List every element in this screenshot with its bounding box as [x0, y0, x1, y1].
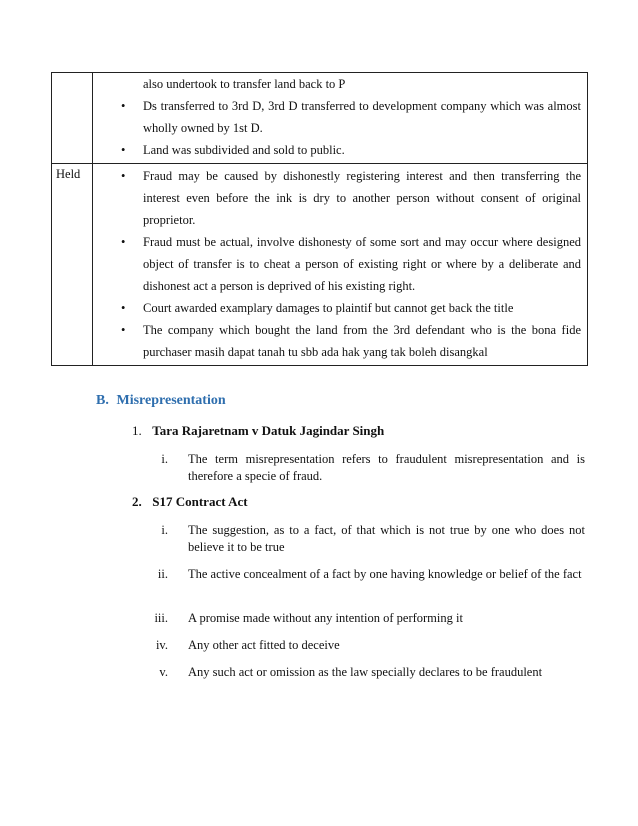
case-heading [132, 423, 384, 439]
held-bullet-item: • Court awarded examplary damages to plaintif but cannot get back the title [99, 297, 581, 319]
statute-number: 2. [132, 494, 142, 509]
bullet-icon: • [121, 323, 126, 337]
bullet-icon: • [121, 301, 126, 315]
held-label: Held [52, 164, 93, 366]
point-numeral: i. [161, 523, 168, 537]
held-bullet-item: • Fraud must be actual, involve dishonesty of some sort and may occur where designed object of transfer is to cheat a person of existing right or where by a deliberate and dishonest act a person is deprived of his existing right. [99, 231, 581, 297]
bullet-icon: • [121, 99, 126, 113]
held-content-cell [93, 164, 588, 366]
point-text: The suggestion, as to a fact, of that which is not true by one who does not believe it to be true [188, 523, 585, 554]
bullet-icon: • [121, 143, 126, 157]
point-text: Any such act or omission as the law specially declares to be fraudulent [188, 665, 543, 679]
facts-bullet-item: • Ds transferred to 3rd D, 3rd D transferred to development company which was almost wholly owned by 1st D. [99, 95, 581, 139]
case-point [140, 451, 585, 485]
point-text: The active concealment of a fact by one having knowledge or belief of the fact [188, 567, 582, 581]
statute-point [140, 637, 585, 654]
point-numeral: i. [161, 452, 168, 466]
section-letter: B. [96, 393, 109, 408]
statute-point [140, 566, 585, 583]
point-numeral: ii. [157, 567, 168, 581]
bullet-icon: • [121, 169, 126, 183]
held-bullet-item: • The company which bought the land from the 3rd defendant who is the bona fide purchaser masih dapat tanah tu sbb ada hak yang tak boleh disangkal [99, 319, 581, 363]
statute-point [140, 522, 585, 556]
section-heading [96, 393, 226, 409]
point-text: Any other act fitted to deceive [188, 638, 340, 652]
case-number: 1. [132, 423, 142, 438]
point-numeral: v. [159, 665, 168, 679]
bullet-icon: • [121, 235, 126, 249]
point-numeral: iv. [155, 638, 168, 652]
case-title: Tara Rajaretnam v Datuk Jagindar Singh [152, 423, 385, 438]
point-text: The term misrepresentation refers to fraudulent misrepresentation and is therefore a specie of fraud. [188, 452, 585, 483]
point-numeral: iii. [154, 611, 168, 625]
facts-content-cell [93, 73, 588, 164]
statute-point [140, 664, 585, 681]
facts-bullet-item: • Land was subdivided and sold to public. [99, 139, 581, 161]
held-row [52, 164, 588, 366]
case-facts-table [51, 72, 588, 366]
statute-heading [132, 494, 248, 510]
held-bullet-item: • Fraud may be caused by dishonestly registering interest and then transferring the interest even before the ink is dry to another person without consent of original proprietor. [99, 165, 581, 231]
section-title: Misrepresentation [116, 393, 226, 408]
facts-label-cell [52, 73, 93, 164]
statute-title: S17 Contract Act [152, 494, 248, 509]
continuation-line: also undertook to transfer land back to P [143, 77, 346, 91]
point-text: A promise made without any intention of performing it [188, 611, 463, 625]
statute-point [140, 610, 585, 627]
facts-row [52, 73, 588, 164]
